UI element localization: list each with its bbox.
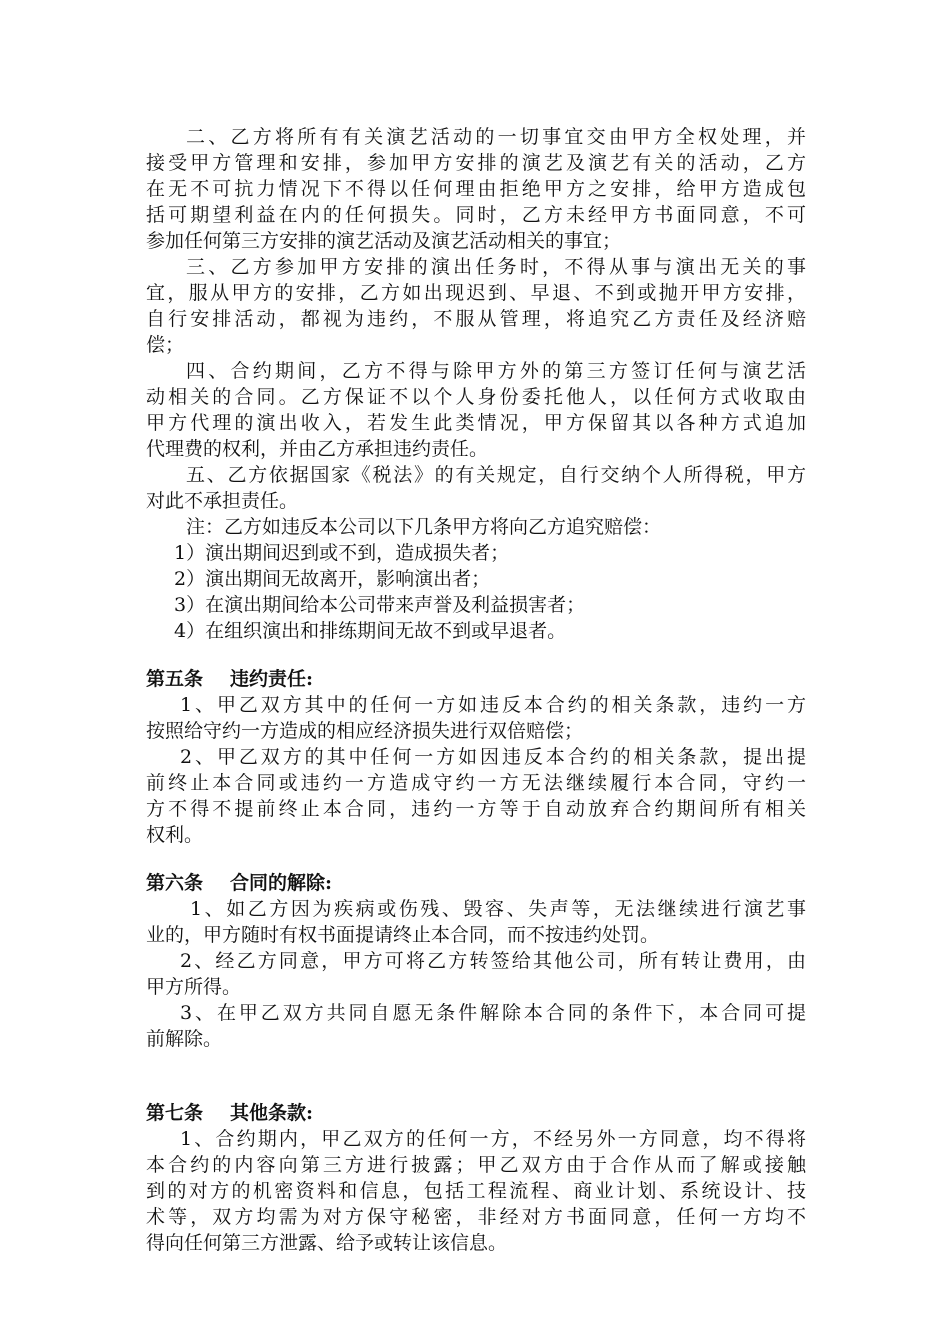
article-title: 违约责任: — [230, 668, 314, 690]
article-heading — [146, 1100, 806, 1126]
article-heading — [146, 870, 806, 896]
paragraph-line: 接受甲方管理和安排，参加甲方安排的演艺及演艺有关的活动，乙方 — [146, 152, 806, 174]
article-number: 第五条 — [146, 668, 204, 690]
paragraph-line: 在无不可抗力情况下不得以任何理由拒绝甲方之安排，给甲方造成包 — [146, 178, 806, 200]
paragraph-line: 二、乙方将所有有关演艺活动的一切事宜交由甲方全权处理，并 — [186, 126, 806, 148]
paragraph-line: 三、乙方参加甲方安排的演出任务时，不得从事与演出无关的事 — [186, 256, 806, 278]
article-title: 其他条款: — [230, 1102, 314, 1124]
paragraph-line: 按照给守约一方造成的相应经济损失进行双倍赔偿； — [146, 720, 584, 742]
article-title: 合同的解除: — [230, 872, 333, 894]
paragraph-line: 方不得不提前终止本合同，违约一方等于自动放弃合约期间所有相关 — [146, 798, 806, 820]
article-number: 第七条 — [146, 1102, 204, 1124]
paragraph-line: 宜，服从甲方的安排，乙方如出现迟到、早退、不到或抛开甲方安排， — [146, 282, 806, 304]
note-item: 1）演出期间迟到或不到，造成损失者； — [174, 542, 510, 564]
paragraph-line: 到的对方的机密资料和信息，包括工程流程、商业计划、系统设计、技 — [146, 1180, 806, 1202]
paragraph-line: 括可期望利益在内的任何损失。同时，乙方未经甲方书面同意，不可 — [146, 204, 806, 226]
paragraph-line: 术等，双方均需为对方保守秘密，非经对方书面同意，任何一方均不 — [146, 1206, 806, 1228]
paragraph-line: 2、经乙方同意，甲方可将乙方转签给其他公司，所有转让费用，由 — [180, 950, 806, 972]
paragraph-line: 前解除。 — [146, 1028, 223, 1050]
paragraph-line: 甲方所得。 — [146, 976, 242, 998]
note-item: 4）在组织演出和排练期间无故不到或早退者。 — [174, 620, 567, 642]
note-line: 注：乙方如违反本公司以下几条甲方将向乙方追究赔偿： — [186, 516, 662, 538]
paragraph-line: 1、甲乙双方其中的任何一方如违反本合约的相关条款，违约一方 — [180, 694, 806, 716]
paragraph-line: 自行安排活动，都视为违约，不服从管理，将追究乙方责任及经济赔 — [146, 308, 806, 330]
paragraph-line: 前终止本合同或违约一方造成守约一方无法继续履行本合同，守约一 — [146, 772, 806, 794]
paragraph-line: 2、甲乙双方的其中任何一方如因违反本合约的相关条款，提出提 — [180, 746, 806, 768]
paragraph-line: 参加任何第三方安排的演艺活动及演艺活动相关的事宜； — [146, 230, 622, 252]
note-item: 3）在演出期间给本公司带来声誉及利益损害者； — [174, 594, 586, 616]
paragraph-line: 偿； — [146, 334, 185, 356]
paragraph-line: 1、合约期内，甲乙双方的任何一方，不经另外一方同意，均不得将 — [180, 1128, 806, 1150]
paragraph-line: 对此不承担责任。 — [146, 490, 299, 512]
paragraph-line: 甲方代理的演出收入，若发生此类情况，甲方保留其以各种方式追加 — [146, 412, 806, 434]
paragraph-line: 五、乙方依据国家《税法》的有关规定，自行交纳个人所得税，甲方 — [186, 464, 806, 486]
paragraph-line: 3、在甲乙双方共同自愿无条件解除本合同的条件下，本合同可提 — [180, 1002, 806, 1024]
paragraph-line: 1、如乙方因为疾病或伤残、毁容、失声等，无法继续进行演艺事 — [190, 898, 806, 920]
note-item: 2）演出期间无故离开，影响演出者； — [174, 568, 491, 590]
paragraph-line: 本合约的内容向第三方进行披露；甲乙双方由于合作从而了解或接触 — [146, 1154, 806, 1176]
article-heading — [146, 666, 806, 692]
article-number: 第六条 — [146, 872, 204, 894]
paragraph-line: 四、合约期间，乙方不得与除甲方外的第三方签订任何与演艺活 — [186, 360, 806, 382]
paragraph-line: 业的，甲方随时有权书面提请终止本合同，而不按违约处罚。 — [146, 924, 660, 946]
paragraph-line: 权利。 — [146, 824, 204, 846]
paragraph-line: 得向任何第三方泄露、给予或转让该信息。 — [146, 1232, 508, 1254]
paragraph-line: 代理费的权利，并由乙方承担违约责任。 — [146, 438, 489, 460]
paragraph-line: 动相关的合同。乙方保证不以个人身份委托他人，以任何方式收取由 — [146, 386, 806, 408]
